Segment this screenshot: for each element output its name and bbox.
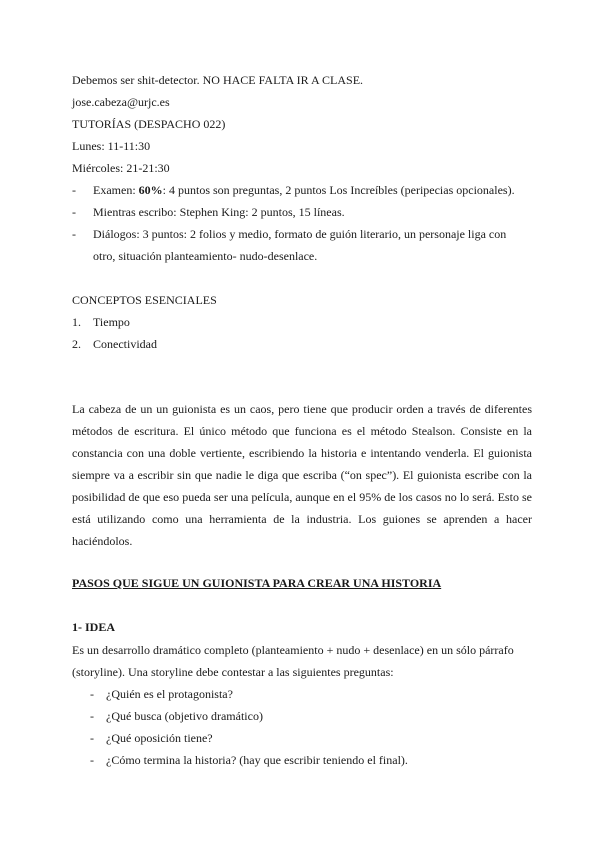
list-marker: -	[72, 183, 76, 197]
exam-text-b: : 4 puntos son preguntas, 2 puntos Los Increíbles (peripecias opcionales).	[162, 183, 515, 197]
idea-line: Es un desarrollo dramático completo (planteamiento + nudo + desenlace) en un sólo párrafo	[72, 643, 514, 657]
dialogue-item: Diálogos: 3 puntos: 2 folios y medio, formato de guión literario, un personaje liga con	[93, 227, 507, 241]
tutorias-line: TUTORÍAS (DESPACHO 022)	[72, 117, 226, 131]
question-item: ¿Quién es el protagonista?	[106, 687, 233, 701]
exam-percentage: 60%	[138, 183, 163, 197]
question-item: ¿Qué busca (objetivo dramático)	[106, 709, 263, 723]
concepto-item: Tiempo	[93, 315, 130, 329]
question-item: ¿Qué oposición tiene?	[106, 731, 213, 745]
list-marker: -	[90, 709, 94, 723]
list-marker: -	[90, 753, 94, 767]
intro-line: Debemos ser shit-detector. NO HACE FALTA IR A CLASE.	[72, 73, 364, 87]
email-line: jose.cabeza@urjc.es	[72, 95, 170, 109]
idea-heading: 1- IDEA	[72, 620, 116, 634]
intro-paragraph: La cabeza de un un guionista es un caos, pero tiene que producir orden a través de diferentes métodos de escritura. El único método que funciona es el método Stealson. Consiste en la constancia con una doble vertiente, escribiendo la historia e intentando venderla. El guionista siempre va a escribir sin que nadie le diga que escriba (“on spec”). El guionista escribe con la posibilidad de que eso pueda ser una película, aunque en el 95% de los casos no lo será. Esto se está utilizando como una herramienta de la industria. Los guiones se aprenden a hacer haciéndolos.	[72, 402, 532, 548]
conceptos-title: CONCEPTOS ESENCIALES	[72, 293, 217, 307]
exam-text-a: Examen:	[93, 183, 139, 197]
list-marker: -	[72, 205, 76, 219]
miercoles-line: Miércoles: 21-21:30	[72, 161, 170, 175]
concepto-item: Conectividad	[93, 337, 157, 351]
lunes-line: Lunes: 11-11:30	[72, 139, 151, 153]
list-marker: -	[90, 687, 94, 701]
idea-line: (storyline). Una storyline debe contestar a las siguientes preguntas:	[72, 665, 394, 679]
section-heading: PASOS QUE SIGUE UN GUIONISTA PARA CREAR UNA HISTORIA	[72, 576, 442, 590]
list-number: 2.	[72, 337, 81, 351]
exam-item	[93, 182, 515, 198]
dialogue-item-continued: otro, situación planteamiento- nudo-desenlace.	[93, 249, 318, 263]
writing-item: Mientras escribo: Stephen King: 2 puntos, 15 líneas.	[93, 205, 345, 219]
list-marker: -	[90, 731, 94, 745]
list-number: 1.	[72, 315, 81, 329]
list-marker: -	[72, 227, 76, 241]
question-item: ¿Cómo termina la historia? (hay que escribir teniendo el final).	[106, 753, 408, 767]
